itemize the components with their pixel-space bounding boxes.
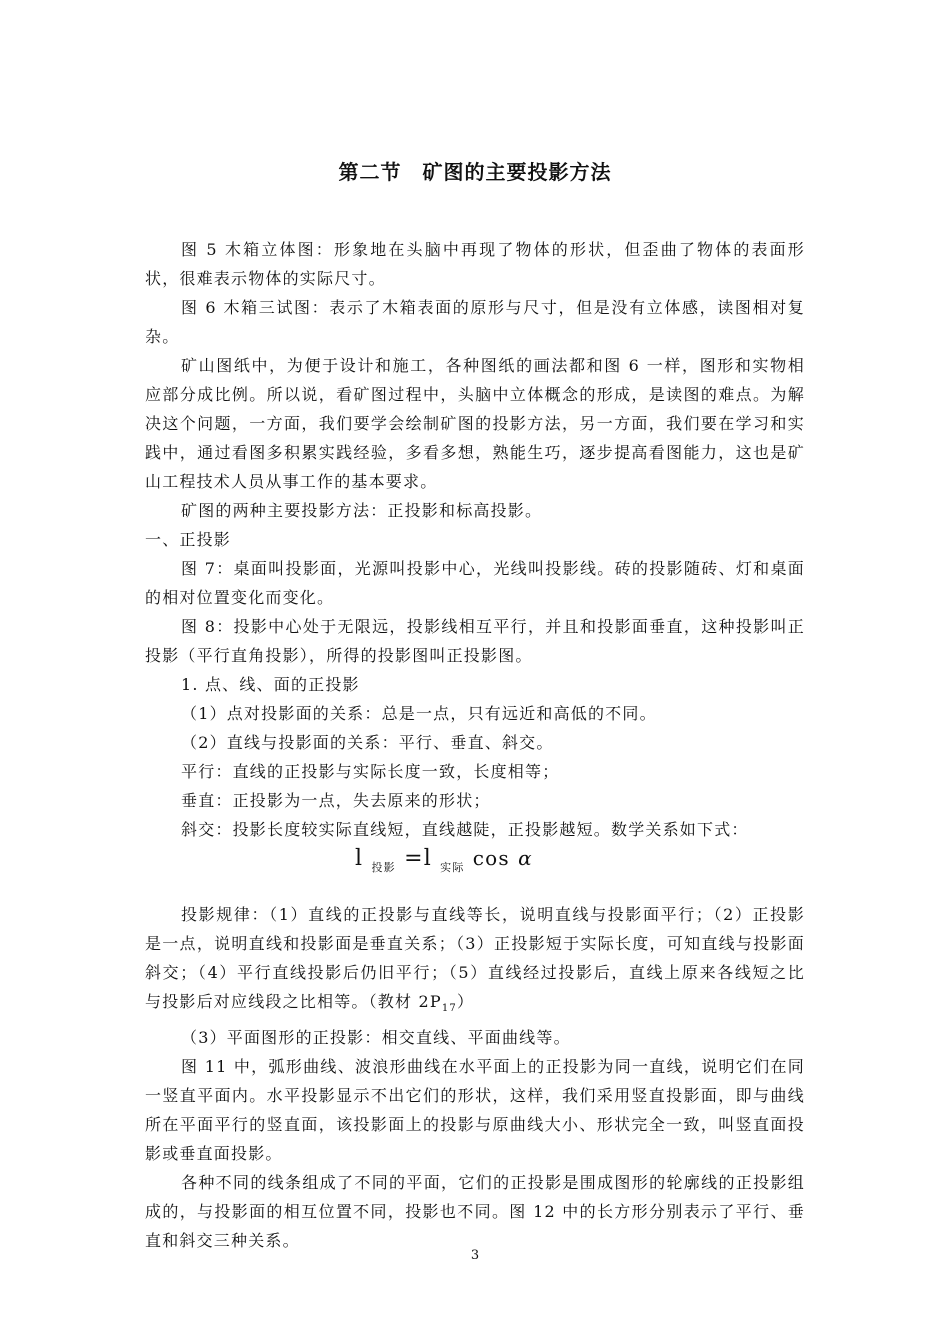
- body-text: [145, 235, 805, 1255]
- paragraph: （3）平面图形的正投影：相交直线、平面曲线等。: [181, 1028, 571, 1048]
- formula-lhs: l: [355, 846, 364, 871]
- section-title: 第二节 矿图的主要投影方法: [338, 160, 612, 184]
- paragraph: 图 8：投影中心处于无限远，投影线相互平行，并且和投影面垂直，这种投影叫正投影（平行直角投影），所得的投影图叫正投影图。: [145, 617, 805, 665]
- formula-lhs-subscript: 投影: [371, 861, 396, 874]
- paragraph: （2）直线与投影面的关系：平行、垂直、斜交。: [181, 733, 554, 752]
- paragraph: 图 7：桌面叫投影面，光源叫投影中心，光线叫投影线。砖的投影随砖、灯和桌面的相对位置变化而变化。: [145, 559, 805, 607]
- paragraph: 斜交：投影长度较实际直线短，直线越陡，正投影越短。数学关系如下式：: [181, 820, 749, 839]
- formula-cos: cos: [472, 846, 510, 870]
- paragraph: 平行：直线的正投影与实际长度一致，长度相等；: [181, 762, 560, 781]
- paragraph: 各种不同的线条组成了不同的平面，它们的正投影是围成图形的轮廓线的正投影组成的，与投影面的相互位置不同，投影也不同。图 12 中的长方形分别表示了平行、垂直和斜交三种关系。: [145, 1173, 805, 1251]
- formula-alpha: α: [518, 846, 533, 870]
- paragraph-end: ）: [456, 992, 475, 1011]
- formula-rhs-subscript: 实际: [440, 861, 465, 874]
- paragraph: 矿图的两种主要投影方法：正投影和标高投影。: [181, 501, 543, 520]
- paragraph: 垂直：正投影为一点，失去原来的形状；: [181, 791, 491, 810]
- projection-formula: [145, 844, 805, 900]
- paragraph: [145, 900, 805, 1023]
- paragraph-text: 投影规律：（1）直线的正投影与直线等长，说明直线与投影面平行；（2）正投影是一点，说明直线和投影面是垂直关系；（3）正投影短于实际长度，可知直线与投影面斜交；（4）平行直线投影后仍旧平行；（5）直线经过投影后，直线上原来各线短之比与投影后对应线段之比相等。（教材 2P: [145, 905, 805, 1011]
- paragraph: 图 6 木箱三试图：表示了木箱表面的原形与尺寸，但是没有立体感，读图相对复杂。: [145, 298, 805, 346]
- paragraph: 矿山图纸中，为便于设计和施工，各种图纸的画法都和图 6 一样，图形和实物相应部分成比例。所以说，看矿图过程中，头脑中立体概念的形成，是读图的难点。为解决这个问题，一方面，我们要学会绘制矿图的投影方法，另一方面，我们要在学习和实践中，通过看图多积累实践经验，多看多想，熟能生巧，逐步提高看图能力，这也是矿山工程技术人员从事工作的基本要求。: [145, 356, 805, 491]
- subheading: 1. 点、线、面的正投影: [181, 675, 360, 694]
- formula-equals: =l: [404, 846, 432, 871]
- page-number: 3: [470, 1248, 480, 1263]
- heading-orthographic: 一、正投影: [145, 530, 232, 549]
- page-ref-subscript: 17: [441, 1003, 457, 1015]
- paragraph: 图 11 中，弧形曲线、波浪形曲线在水平面上的正投影为同一直线，说明它们在同一竖直平面内。水平投影显示不出它们的形状，这样，我们采用竖直投影面，即与曲线所在平面平行的竖直面，该投影面上的投影与原曲线大小、形状完全一致，叫竖直面投影或垂直面投影。: [145, 1057, 805, 1164]
- paragraph: （1）点对投影面的关系：总是一点，只有远近和高低的不同。: [181, 704, 657, 723]
- paragraph: 图 5 木箱立体图：形象地在头脑中再现了物体的形状，但歪曲了物体的表面形状，很难表示物体的实际尺寸。: [145, 240, 805, 288]
